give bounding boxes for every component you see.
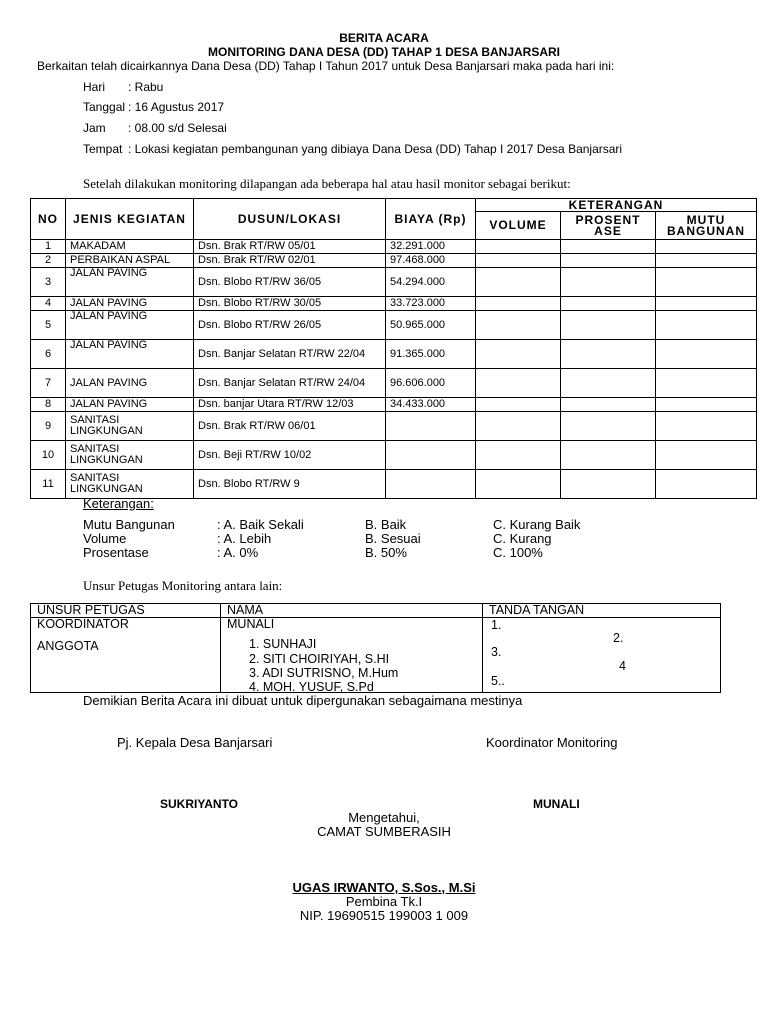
cell-no: 8: [31, 398, 66, 412]
cell-dusun: Dsn. Banjar Selatan RT/RW 24/04: [194, 369, 386, 398]
table-row: [31, 412, 757, 441]
mengetahui-text: Mengetahui,: [348, 810, 420, 825]
header-mutu: MUTU BANGUNAN: [656, 212, 757, 240]
ket-option-a: : A. Baik Sekali: [217, 517, 304, 532]
document-subtitle: MONITORING DANA DESA (DD) TAHAP 1 DESA BANJARSARI: [207, 45, 561, 59]
table-row: [31, 369, 757, 398]
cell-mutu: [656, 268, 757, 297]
cell-no: 9: [31, 412, 66, 441]
cell-jenis: SANITASI LINGKUNGAN: [66, 470, 194, 499]
cell-prosentase: [561, 340, 656, 369]
detail-jam-value: : 08.00 s/d Selesai: [128, 121, 227, 135]
ket-option-b: B. 50%: [365, 545, 407, 560]
table-row: [31, 340, 757, 369]
table-row: [31, 268, 757, 297]
ttd-cell: [483, 618, 721, 693]
camat-rank: Pembina Tk.I: [345, 894, 423, 909]
ket-option-a: : A. 0%: [217, 545, 259, 560]
ttd-2: 2.: [613, 631, 624, 645]
nama-koordinator: MUNALI: [227, 617, 275, 631]
detail-tempat-label: Tempat: [83, 142, 123, 156]
nama-anggota-1: 1. SUNHAJI: [249, 637, 317, 651]
cell-no: 7: [31, 369, 66, 398]
ket-option-c: C. Kurang Baik: [493, 517, 581, 532]
cell-dusun: Dsn. Beji RT/RW 10/02: [194, 441, 386, 470]
cell-prosentase: [561, 268, 656, 297]
left-signer-title: Pj. Kepala Desa Banjarsari: [117, 735, 273, 750]
right-signer-title: Koordinator Monitoring: [486, 735, 618, 750]
table-row: [31, 254, 757, 268]
cell-dusun: Dsn. Banjar Selatan RT/RW 22/04: [194, 340, 386, 369]
cell-jenis: JALAN PAVING: [66, 268, 194, 297]
cell-jenis: JALAN PAVING: [66, 398, 194, 412]
cell-biaya: 96.606.000: [386, 369, 476, 398]
ket-option-c: C. 100%: [493, 545, 543, 560]
unsur-koordinator: KOORDINATOR: [37, 617, 129, 631]
cell-dusun: Dsn. banjar Utara RT/RW 12/03: [194, 398, 386, 412]
cell-jenis: PERBAIKAN ASPAL: [66, 254, 194, 268]
cell-volume: [476, 268, 561, 297]
cell-mutu: [656, 254, 757, 268]
cell-volume: [476, 441, 561, 470]
camat-nip: NIP. 19690515 199003 1 009: [299, 908, 469, 923]
header-biaya: BIAYA (Rp): [386, 199, 476, 240]
header-jenis: JENIS KEGIATAN: [66, 199, 194, 240]
unsur-anggota: ANGGOTA: [37, 639, 99, 653]
cell-mutu: [656, 441, 757, 470]
header-volume: VOLUME: [476, 212, 561, 240]
table-row: [31, 311, 757, 340]
cell-volume: [476, 240, 561, 254]
cell-no: 11: [31, 470, 66, 499]
cell-no: 2: [31, 254, 66, 268]
cell-jenis: JALAN PAVING: [66, 369, 194, 398]
monitor-intro: Setelah dilakukan monitoring dilapangan ada beberapa hal atau hasil monitor sebagai berikut:: [83, 176, 571, 191]
table-row: [31, 470, 757, 499]
cell-volume: [476, 470, 561, 499]
header-prosentase: PROSENT ASE: [561, 212, 656, 240]
cell-mutu: [656, 240, 757, 254]
left-signer-name: SUKRIYANTO: [160, 797, 239, 811]
cell-biaya: 91.365.000: [386, 340, 476, 369]
cell-biaya: [386, 441, 476, 470]
nama-anggota-3: 3. ADI SUTRISNO, M.Hum: [249, 666, 399, 680]
camat-name: UGAS IRWANTO, S.Sos., M.Si: [292, 880, 476, 895]
detail-tanggal-value: : 16 Agustus 2017: [128, 100, 225, 114]
cell-mutu: [656, 412, 757, 441]
detail-hari-label: Hari: [83, 80, 106, 94]
cell-jenis: JALAN PAVING: [66, 311, 194, 340]
cell-prosentase: [561, 240, 656, 254]
closing-text: Demikian Berita Acara ini dibuat untuk dipergunakan sebagaimana mestinya: [83, 693, 523, 708]
cell-mutu: [656, 311, 757, 340]
cell-no: 3: [31, 268, 66, 297]
nama-anggota-2: 2. SITI CHOIRIYAH, S.HI: [249, 652, 390, 666]
detail-tanggal-label: Tanggal: [83, 100, 126, 114]
table-row: [31, 441, 757, 470]
cell-no: 5: [31, 311, 66, 340]
cell-prosentase: [561, 470, 656, 499]
header-no: NO: [31, 199, 66, 240]
camat-title: CAMAT SUMBERASIH: [317, 824, 451, 839]
detail-jam-label: Jam: [83, 121, 106, 135]
cell-prosentase: [561, 412, 656, 441]
ket-label: Mutu Bangunan: [83, 517, 175, 532]
ttd-5: 5..: [491, 674, 505, 688]
cell-prosentase: [561, 254, 656, 268]
ket-option-c: C. Kurang: [493, 531, 552, 546]
keterangan-title: Keterangan:: [83, 496, 154, 511]
ket-label: Volume: [83, 531, 127, 546]
cell-no: 4: [31, 297, 66, 311]
cell-biaya: 54.294.000: [386, 268, 476, 297]
cell-mutu: [656, 470, 757, 499]
table-row: [31, 297, 757, 311]
cell-mutu: [656, 398, 757, 412]
cell-jenis: SANITASI LINGKUNGAN: [66, 412, 194, 441]
cell-dusun: Dsn. Blobo RT/RW 9: [194, 470, 386, 499]
header-ttd: TANDA TANGAN: [483, 604, 721, 618]
cell-jenis: SANITASI LINGKUNGAN: [66, 441, 194, 470]
cell-mutu: [656, 369, 757, 398]
cell-dusun: Dsn. Brak RT/RW 06/01: [194, 412, 386, 441]
cell-prosentase: [561, 369, 656, 398]
ttd-4: 4: [619, 659, 626, 673]
nama-anggota-4: 4. MOH. YUSUF, S.Pd: [249, 680, 374, 694]
cell-prosentase: [561, 441, 656, 470]
cell-jenis: MAKADAM: [66, 240, 194, 254]
cell-volume: [476, 311, 561, 340]
cell-biaya: [386, 412, 476, 441]
ttd-1: 1.: [491, 618, 502, 632]
header-unsur: UNSUR PETUGAS: [31, 604, 221, 618]
cell-no: 10: [31, 441, 66, 470]
cell-no: 6: [31, 340, 66, 369]
table-row: [31, 398, 757, 412]
cell-volume: [476, 398, 561, 412]
cell-no: 1: [31, 240, 66, 254]
ket-option-b: B. Baik: [365, 517, 407, 532]
cell-dusun: Dsn. Blobo RT/RW 30/05: [194, 297, 386, 311]
ttd-3: 3.: [491, 645, 502, 659]
detail-hari-value: : Rabu: [128, 80, 164, 94]
header-nama: NAMA: [221, 604, 483, 618]
cell-jenis: JALAN PAVING: [66, 297, 194, 311]
petugas-table: [30, 603, 721, 693]
cell-biaya: 33.723.000: [386, 297, 476, 311]
cell-mutu: [656, 297, 757, 311]
cell-biaya: 32.291.000: [386, 240, 476, 254]
table-row: [31, 240, 757, 254]
ket-option-b: B. Sesuai: [365, 531, 421, 546]
detail-tempat-value: : Lokasi kegiatan pembangunan yang dibiaya Dana Desa (DD) Tahap I 2017 Desa Banjarsari: [128, 142, 623, 156]
cell-prosentase: [561, 297, 656, 311]
intro-text: Berkaitan telah dicairkannya Dana Desa (DD) Tahap I Tahun 2017 untuk Desa Banjarsari maka pada hari ini:: [37, 59, 615, 73]
cell-dusun: Dsn. Blobo RT/RW 36/05: [194, 268, 386, 297]
cell-biaya: 97.468.000: [386, 254, 476, 268]
cell-mutu: [656, 340, 757, 369]
cell-dusun: Dsn. Blobo RT/RW 26/05: [194, 311, 386, 340]
cell-biaya: [386, 470, 476, 499]
right-signer-name: MUNALI: [533, 797, 580, 811]
cell-volume: [476, 369, 561, 398]
monitoring-table: [30, 198, 757, 499]
cell-volume: [476, 340, 561, 369]
cell-prosentase: [561, 398, 656, 412]
cell-biaya: 34.433.000: [386, 398, 476, 412]
ket-label: Prosentase: [83, 545, 149, 560]
cell-volume: [476, 297, 561, 311]
header-dusun: DUSUN/LOKASI: [194, 199, 386, 240]
header-keterangan: KETERANGAN: [476, 199, 757, 212]
cell-volume: [476, 254, 561, 268]
nama-cell: [221, 618, 483, 693]
cell-volume: [476, 412, 561, 441]
petugas-intro: Unsur Petugas Monitoring antara lain:: [83, 578, 283, 593]
cell-dusun: Dsn. Brak RT/RW 02/01: [194, 254, 386, 268]
document-title: BERITA ACARA: [339, 31, 429, 45]
cell-jenis: JALAN PAVING: [66, 340, 194, 369]
ket-option-a: : A. Lebih: [217, 531, 272, 546]
unsur-cell: [31, 618, 221, 693]
cell-dusun: Dsn. Brak RT/RW 05/01: [194, 240, 386, 254]
cell-biaya: 50.965.000: [386, 311, 476, 340]
cell-prosentase: [561, 311, 656, 340]
